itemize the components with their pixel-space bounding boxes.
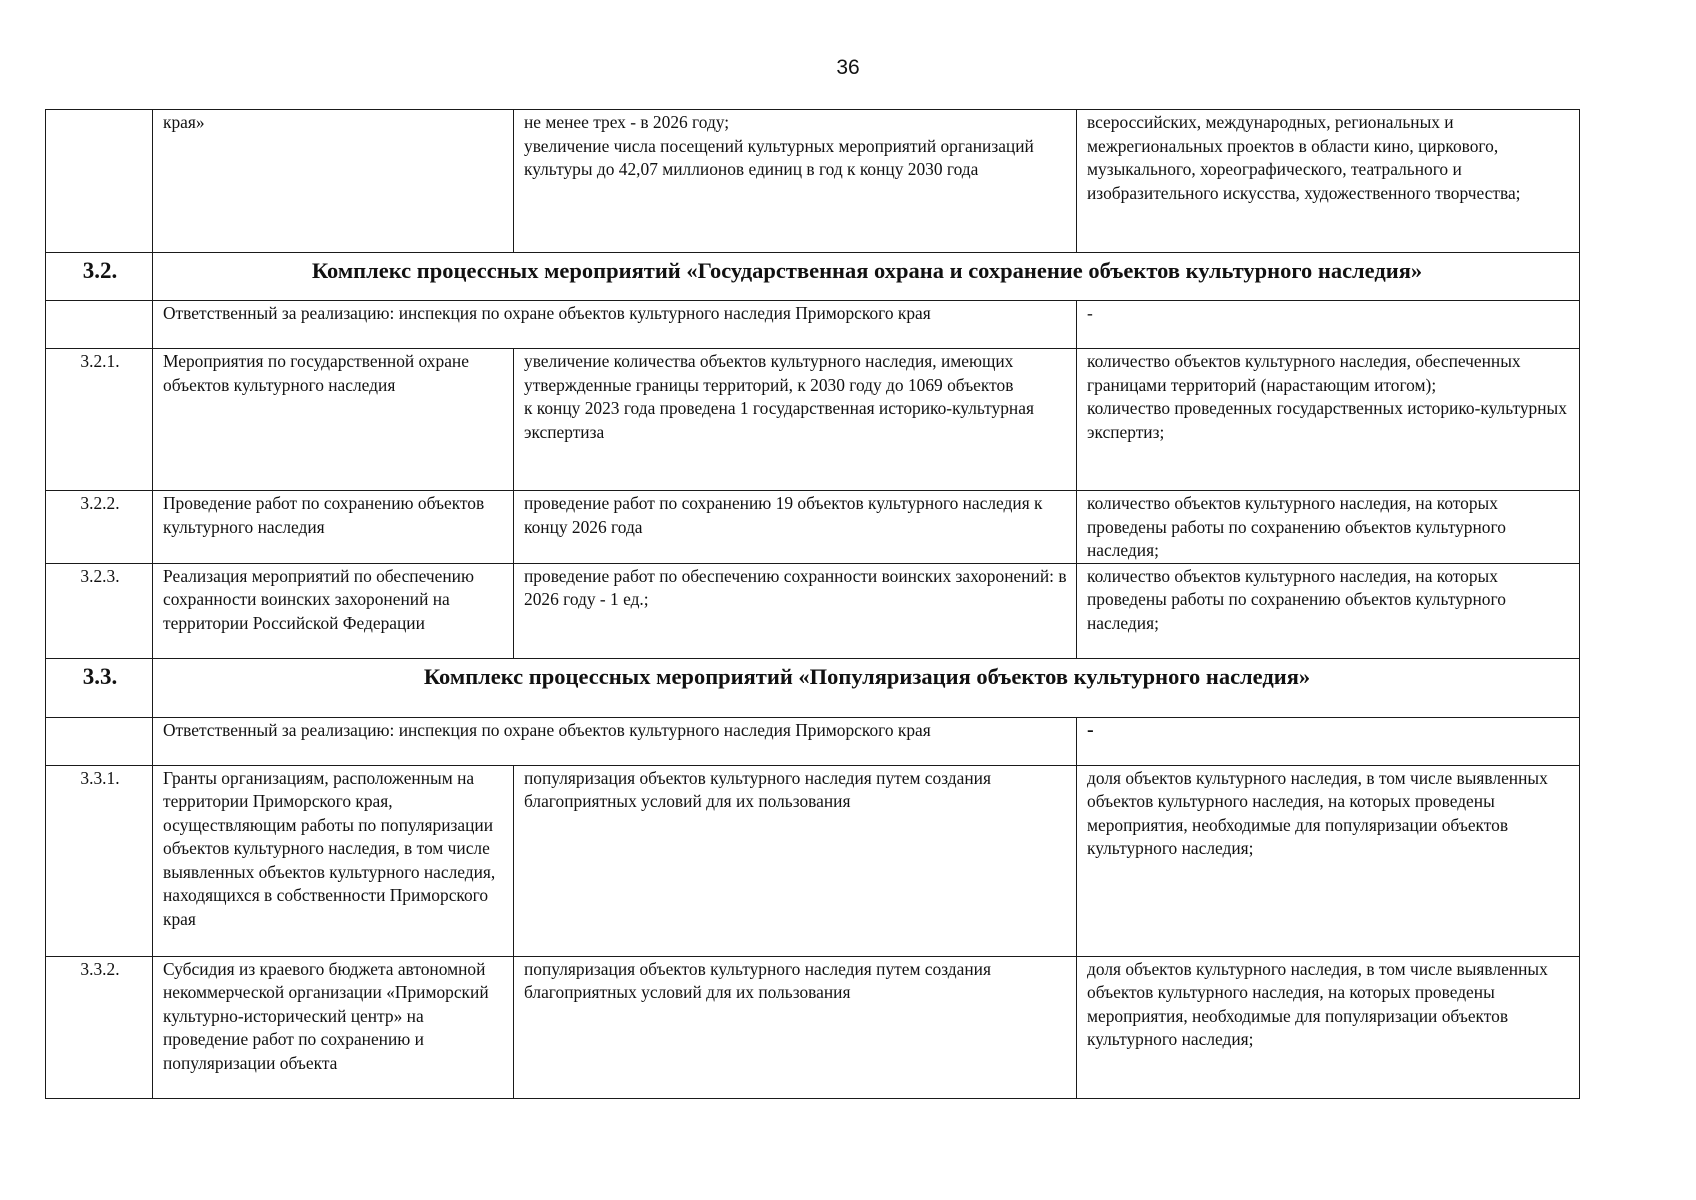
expected-result: популяризация объектов культурного наследия путем создания благоприятных условий для их пользования xyxy=(524,767,991,811)
measure-name-cell xyxy=(153,563,514,658)
measures-table xyxy=(45,109,1580,1099)
indicator: количество объектов культурного наследия, на которых проведены работы по сохранению объектов культурного наследия; xyxy=(1087,493,1506,560)
expected-result: увеличение количества объектов культурного наследия, имеющих утвержденные границы территорий, к 2030 году до 1069 объектов к концу 2023 года проведена 1 государственная историко-культурная экспертиза xyxy=(524,351,1034,442)
indicator: доля объектов культурного наследия, в том числе выявленных объектов культурного наследия, на которых проведены мероприятия, необходимые для популяризации объектов культурного наследия; xyxy=(1087,958,1548,1049)
table-row xyxy=(46,563,1580,658)
responsible-text: Ответственный за реализацию: инспекция по охране объектов культурного наследия Приморского края xyxy=(153,717,1077,765)
table-row xyxy=(46,110,1580,253)
measure-name-cell xyxy=(153,956,514,1098)
indicator-cell xyxy=(1077,110,1580,253)
section-title: Комплекс процессных мероприятий «Государственная охрана и сохранение объектов культурного наследия» xyxy=(153,253,1580,301)
row-number-cell xyxy=(46,301,153,349)
section-row xyxy=(46,658,1580,717)
measure-name: края» xyxy=(163,112,205,132)
responsible-row xyxy=(46,301,1580,349)
expected-result-cell xyxy=(514,563,1077,658)
section-row xyxy=(46,253,1580,301)
measure-name-cell xyxy=(153,491,514,564)
indicator: доля объектов культурного наследия, в том числе выявленных объектов культурного наследия, на которых проведены мероприятия, необходимые для популяризации объектов культурного наследия; xyxy=(1087,767,1548,858)
indicator-cell xyxy=(1077,956,1580,1098)
measure-name-cell xyxy=(153,765,514,956)
responsible-dash: - xyxy=(1077,717,1580,765)
row-number: 3.3.2. xyxy=(46,956,153,1098)
responsible-row xyxy=(46,717,1580,765)
indicator-cell xyxy=(1077,563,1580,658)
expected-result-cell xyxy=(514,110,1077,253)
expected-result: популяризация объектов культурного наследия путем создания благоприятных условий для их пользования xyxy=(524,958,991,1002)
row-number: 3.2.1. xyxy=(46,349,153,491)
indicator-cell xyxy=(1077,491,1580,564)
indicator: количество объектов культурного наследия, на которых проведены работы по сохранению объектов культурного наследия; xyxy=(1087,565,1506,633)
indicator-cell xyxy=(1077,765,1580,956)
measure-name: Реализация мероприятий по обеспечению сохранности воинских захоронений на территории Российской Федерации xyxy=(163,565,474,633)
row-number: 3.2.3. xyxy=(46,563,153,658)
expected-result-cell xyxy=(514,765,1077,956)
measure-name: Мероприятия по государственной охране объектов культурного наследия xyxy=(163,351,469,395)
table-row xyxy=(46,956,1580,1098)
row-number-cell xyxy=(46,717,153,765)
page-number: 36 xyxy=(836,56,860,79)
row-number: 3.2.2. xyxy=(46,491,153,564)
measure-name-cell xyxy=(153,349,514,491)
expected-result-cell xyxy=(514,491,1077,564)
indicator-cell xyxy=(1077,349,1580,491)
expected-result-cell xyxy=(514,956,1077,1098)
measure-name: Проведение работ по сохранению объектов культурного наследия xyxy=(163,493,485,537)
indicator: всероссийских, международных, региональных и межрегиональных проектов в области кино, циркового, музыкального, хореографического, театрального и изобразительного искусства, художественного творчества; xyxy=(1087,112,1521,203)
section-number: 3.3. xyxy=(46,658,153,717)
row-number-cell xyxy=(46,110,153,253)
table-row xyxy=(46,491,1580,564)
table-row xyxy=(46,765,1580,956)
expected-result: проведение работ по обеспечению сохранности воинских захоронений: в 2026 году - 1 ед.; xyxy=(524,565,1067,609)
measure-name: Субсидия из краевого бюджета автономной некоммерческой организации «Приморский культурно-исторический центр» на проведение работ по сохранению и популяризации объекта xyxy=(163,958,489,1073)
measure-name-cell xyxy=(153,110,514,253)
table-row xyxy=(46,349,1580,491)
measure-name: Гранты организациям, расположенным на территории Приморского края, осуществляющим работы по популяризации объектов культурного наследия, в том числе выявленных объектов культурного наследия, находящихся в собственности Приморского края xyxy=(163,767,496,929)
expected-result: проведение работ по сохранению 19 объектов культурного наследия к концу 2026 года xyxy=(524,493,1043,537)
responsible-text: Ответственный за реализацию: инспекция по охране объектов культурного наследия Приморского края xyxy=(153,301,1077,349)
row-number: 3.3.1. xyxy=(46,765,153,956)
expected-result-cell xyxy=(514,349,1077,491)
indicator: количество объектов культурного наследия, обеспеченных границами территорий (нарастающим итогом); количество проведенных государственных историко-культурных экспертиз; xyxy=(1087,351,1567,442)
expected-result: не менее трех - в 2026 году; увеличение числа посещений культурных мероприятий организаций культуры до 42,07 миллионов единиц в год к концу 2030 года xyxy=(524,112,1034,179)
responsible-dash: - xyxy=(1077,301,1580,349)
section-title: Комплекс процессных мероприятий «Популяризация объектов культурного наследия» xyxy=(153,658,1580,717)
section-number: 3.2. xyxy=(46,253,153,301)
